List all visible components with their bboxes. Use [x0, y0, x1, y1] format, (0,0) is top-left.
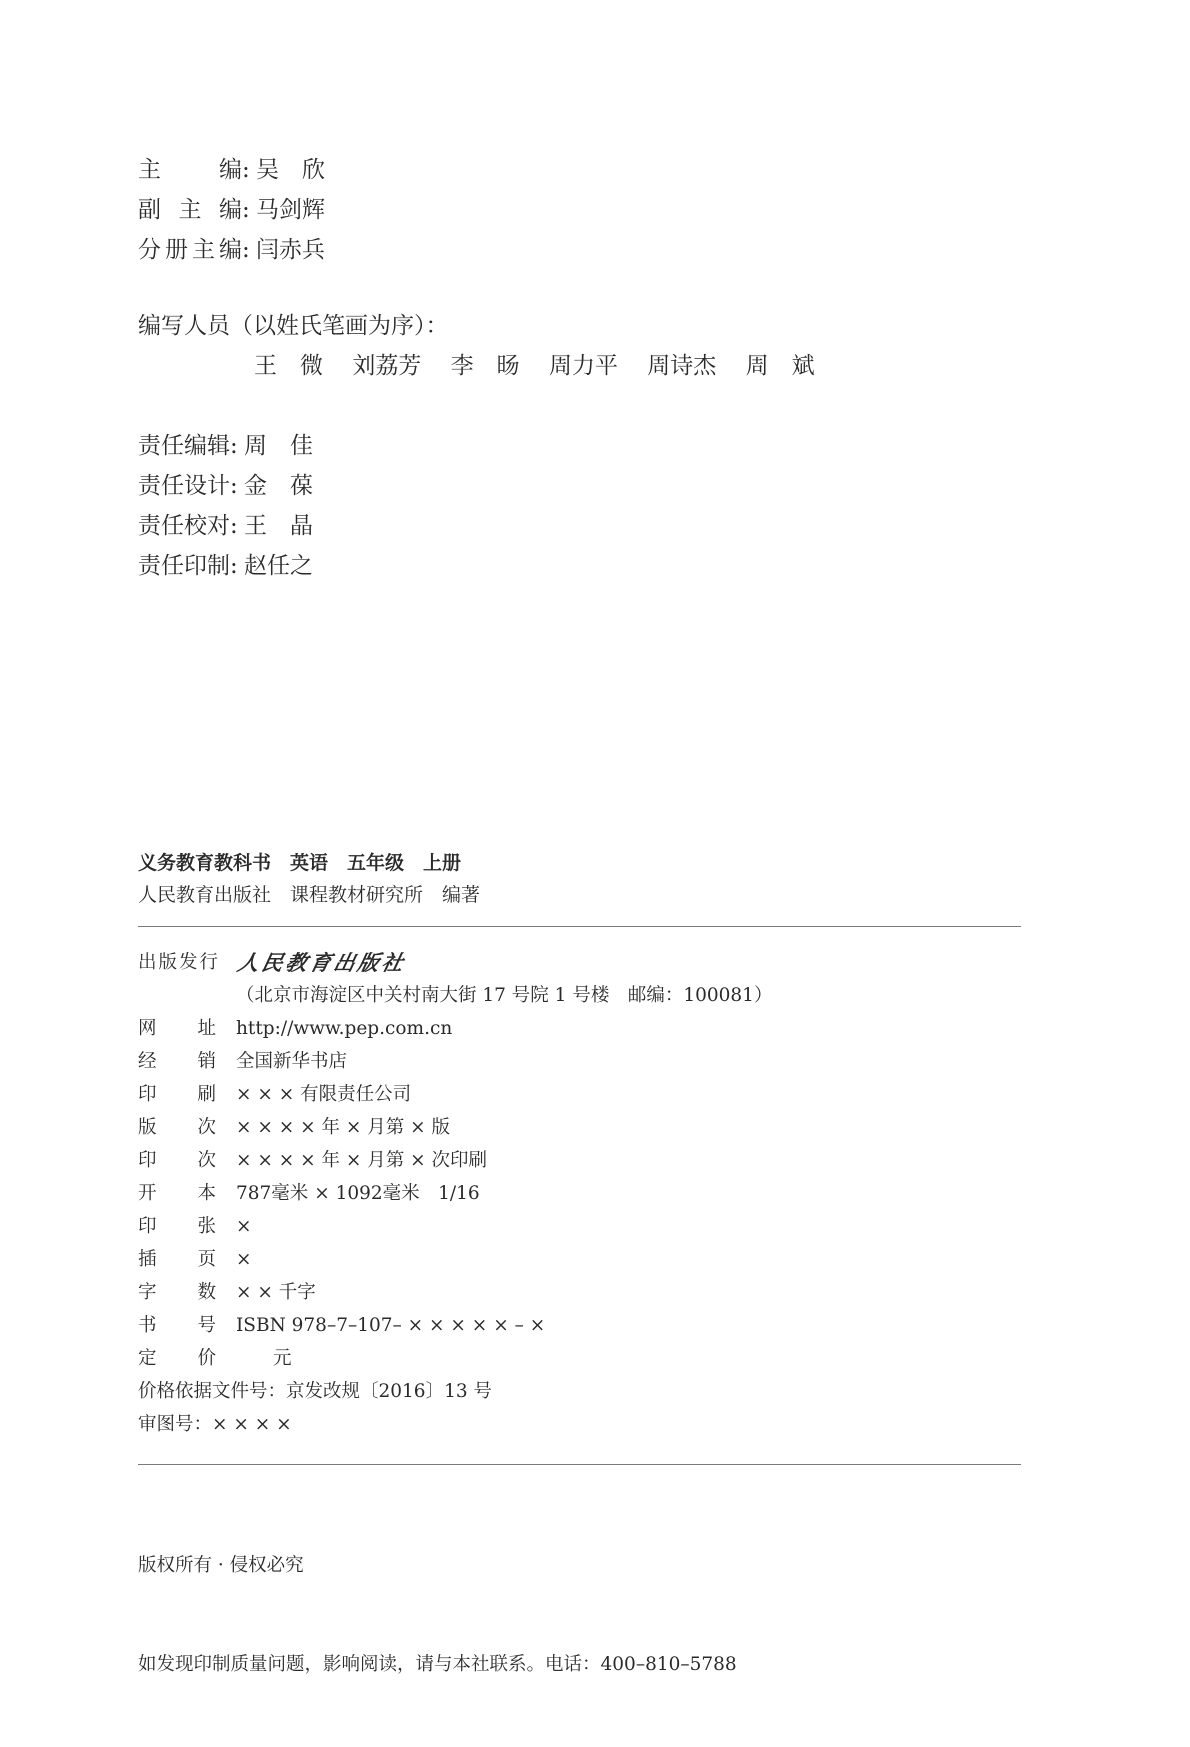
- writer-name: 周诗杰: [647, 353, 717, 379]
- publisher-label: 出版发行: [138, 952, 218, 973]
- imprint-row: [138, 1342, 772, 1375]
- book-editor-line: 人民教育出版社 课程教材研究所 编著: [138, 884, 481, 906]
- copyright-notice-block: [138, 1483, 737, 1747]
- publisher-address: （北京市海淀区中关村南大街 17 号院 1 号楼 邮编：100081）: [236, 985, 773, 1006]
- responsibility-credits: [138, 426, 313, 586]
- responsibility-row: 责任编辑 : 周 佳: [138, 426, 313, 466]
- responsibility-name: 王 晶: [244, 513, 313, 539]
- responsibility-label: 责任设计: [138, 473, 230, 499]
- writer-name: 王 微: [254, 353, 323, 379]
- imprint-key: 网 址: [138, 1018, 216, 1039]
- imprint-key: 书 号: [138, 1315, 216, 1336]
- imprint-block: [138, 946, 772, 1441]
- volume-editor-label: 分册主编: [138, 237, 242, 263]
- divider-top: [138, 926, 1021, 927]
- imprint-key: 印 次: [138, 1150, 216, 1171]
- imprint-value: × × 千字: [236, 1282, 316, 1303]
- writers-section: [138, 306, 837, 386]
- deputy-editor-label: 副 主 编: [138, 197, 242, 223]
- imprint-key: 插 页: [138, 1249, 216, 1270]
- volume-editor-name: 闫赤兵: [256, 237, 325, 263]
- responsibility-row: 责任印制 : 赵任之: [138, 546, 313, 586]
- copyright-notice: 版权所有 · 侵权必究: [138, 1555, 304, 1576]
- imprint-key: 印 张: [138, 1216, 216, 1237]
- imprint-value: × × × × 年 × 月第 × 次印刷: [236, 1150, 488, 1171]
- imprint-value: ×: [236, 1216, 252, 1237]
- writer-name: 周 斌: [745, 353, 815, 379]
- responsibility-row: 责任设计 : 金 葆: [138, 466, 313, 506]
- chief-editor-label: 主 编: [138, 157, 242, 183]
- imprint-key: 字 数: [138, 1282, 216, 1303]
- imprint-row: [138, 1012, 772, 1045]
- imprint-key: 经 销: [138, 1051, 216, 1072]
- imprint-value: 787毫米 × 1092毫米 1/16: [236, 1183, 480, 1204]
- chief-editor-name: 吴 欣: [256, 157, 325, 183]
- divider-bottom: [138, 1464, 1021, 1465]
- responsibility-label: 责任编辑: [138, 433, 230, 459]
- imprint-key: 定 价: [138, 1348, 216, 1369]
- writer-name: 刘荔芳: [352, 353, 422, 379]
- imprint-value: ×: [236, 1249, 252, 1270]
- price-basis: 价格依据文件号：京发改规〔2016〕13 号: [138, 1381, 493, 1402]
- imprint-value: × × × 有限责任公司: [236, 1084, 412, 1105]
- writer-name: 周力平: [548, 353, 618, 379]
- imprint-value: 全国新华书店: [236, 1051, 348, 1072]
- responsibility-label: 责任印制: [138, 553, 230, 579]
- writers-heading: 编写人员（以姓氏笔画为序）：: [138, 313, 449, 339]
- responsibility-name: 赵任之: [244, 553, 313, 579]
- imprint-row: [138, 1111, 772, 1144]
- imprint-key: 版 次: [138, 1117, 216, 1138]
- responsibility-label: 责任校对: [138, 513, 230, 539]
- imprint-row: [138, 1276, 772, 1309]
- responsibility-name: 金 葆: [244, 473, 313, 499]
- volume-editor-row: 分册主编 : 闫赤兵: [138, 230, 325, 270]
- map-review-number: 审图号：× × × ×: [138, 1414, 292, 1435]
- imprint-value: http://www.pep.com.cn: [236, 1018, 453, 1039]
- quality-contact: 如发现印制质量问题，影响阅读，请与本社联系。电话：400–810–5788: [138, 1654, 737, 1675]
- imprint-row: [138, 1309, 772, 1342]
- chief-editor-row: 主 编 : 吴 欣: [138, 150, 325, 190]
- publisher-logo: 人民教育出版社: [235, 950, 409, 975]
- imprint-row: [138, 1210, 772, 1243]
- imprint-key: 开 本: [138, 1183, 216, 1204]
- deputy-editor-name: 马剑辉: [256, 197, 325, 223]
- deputy-editor-row: 副 主 编 : 马剑辉: [138, 190, 325, 230]
- imprint-value: ISBN 978–7–107– × × × × × – ×: [236, 1315, 546, 1336]
- imprint-row: [138, 1078, 772, 1111]
- imprint-value: × × × × 年 × 月第 × 版: [236, 1117, 451, 1138]
- publisher-row: [138, 946, 772, 979]
- editor-credits: [138, 150, 325, 270]
- imprint-row: [138, 1045, 772, 1078]
- imprint-row: [138, 1144, 772, 1177]
- imprint-value: 元: [236, 1348, 292, 1369]
- responsibility-name: 周 佳: [244, 433, 313, 459]
- responsibility-row: 责任校对 : 王 晶: [138, 506, 313, 546]
- writers-names: [138, 346, 837, 386]
- imprint-row: [138, 1177, 772, 1210]
- imprint-key: 印 刷: [138, 1084, 216, 1105]
- book-title: 义务教育教科书 英语 五年级 上册: [138, 852, 462, 874]
- imprint-row: [138, 1243, 772, 1276]
- writer-name: 李 旸: [450, 353, 520, 379]
